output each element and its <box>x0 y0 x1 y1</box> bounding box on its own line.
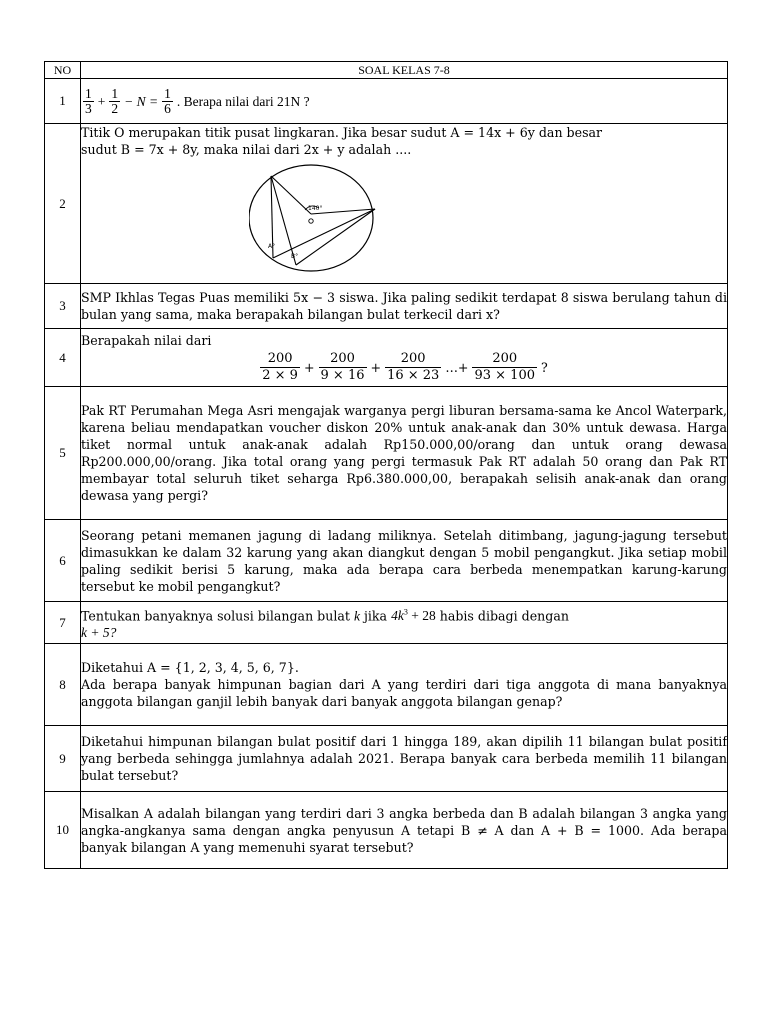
question-text <box>81 79 728 124</box>
question-row-1 <box>45 79 728 124</box>
fraction: $\frac{200}{16 \times 23}$ <box>387 350 440 383</box>
question-row-6 <box>45 520 728 602</box>
question-text <box>81 602 728 644</box>
question-line: Diketahui A = {1, 2, 3, 4, 5, 6, 7}. <box>81 660 299 675</box>
question-row-7 <box>45 602 728 644</box>
question-row-4 <box>45 329 728 387</box>
question-row-9 <box>45 726 728 792</box>
question-text: Misalkan A adalah bilangan yang terdiri dari 3 angka berbeda dan B adalah bilangan 3 angka yang angka-angkanya sama dengan angka penyusun A tetapi B ≠ A dan A + B = 1000. Ada berapa banyak bilangan A yang memenuhi syarat tersebut? <box>81 792 728 869</box>
fraction: $\frac{1}{6}$ <box>164 85 171 116</box>
question-text: Diketahui himpunan bilangan bulat positif dari 1 hingga 189, akan dipilih 11 bilangan bulat positif yang berbeda sehingga jumlahnya adalah 2021. Berapa banyak cara berbeda memilih 11 bilangan bulat tersebut? <box>81 726 728 792</box>
header-no: NO <box>45 62 81 79</box>
question-tail: . Berapa nilai dari 21N ? <box>176 93 310 109</box>
fraction: $\frac{200}{2 \times 9}$ <box>262 350 298 383</box>
question-text: Pak RT Perumahan Mega Asri mengajak warganya pergi liburan bersama-sama ke Ancol Waterpark, karena beliau mendapatkan voucher diskon 20% untuk anak-anak dan 30% untuk dewasa. Harga tiket normal untuk anak-anak adalah Rp150.000,00/orang dan untuk orang dewasa Rp200.000,00/orang. Jika total orang yang pergi termasuk Pak RT adalah 50 orang dan Pak RT membayar total seluruh tiket seharga Rp6.380.000,00, berapakah selisih anak-anak dan orang dewasa yang pergi? <box>81 387 728 520</box>
question-text <box>81 124 728 284</box>
fraction: $\frac{200}{93 \times 100}$ <box>474 350 535 383</box>
fraction: $\frac{1}{3}$ <box>85 85 92 116</box>
question-number: 6 <box>45 520 81 602</box>
circle-diagram <box>249 162 379 272</box>
question-text <box>81 329 728 387</box>
question-number: 5 <box>45 387 81 520</box>
question-mark: ? <box>540 359 548 375</box>
question-number: 9 <box>45 726 81 792</box>
fraction: $\frac{200}{9 \times 16}$ <box>320 350 365 383</box>
plus-sign: + <box>97 93 106 109</box>
question-number: 4 <box>45 329 81 387</box>
question-row-5 <box>45 387 728 520</box>
question-row-10 <box>45 792 728 869</box>
plus-sign: + <box>370 359 382 375</box>
expression: + 28 <box>411 608 436 624</box>
fraction-sum <box>81 351 727 384</box>
question-intro: Berapakah nilai dari <box>81 332 212 348</box>
exponent: 3 <box>403 607 408 617</box>
question-line: k + 5? <box>81 625 117 641</box>
question-table <box>44 61 728 869</box>
question-row-8 <box>45 644 728 726</box>
question-number: 7 <box>45 602 81 644</box>
question-part: habis dibagi dengan <box>439 608 569 624</box>
question-part: jika <box>363 608 388 624</box>
question-row-3 <box>45 284 728 329</box>
angle-label-140: 140° <box>308 205 323 212</box>
angle-label-a: A° <box>268 243 276 250</box>
plus-sign: + <box>303 359 315 375</box>
header-title: SOAL KELAS 7-8 <box>81 62 728 79</box>
question-paragraph: Ada berapa banyak himpunan bagian dari A yang terdiri dari tiga anggota di mana banyaknya anggota bilangan ganjil lebih banyak dari banyak anggota bilangan genap? <box>81 677 727 709</box>
question-number: 10 <box>45 792 81 869</box>
expression: 4k <box>391 608 404 624</box>
equation-part: − N = <box>124 93 159 109</box>
ellipsis-plus: …+ <box>445 359 469 375</box>
header-row <box>45 62 728 79</box>
variable-k: k <box>353 608 360 624</box>
question-line: sudut B = 7x + 8y, maka nilai dari 2x + y adalah .... <box>81 142 412 157</box>
question-text <box>81 644 728 726</box>
question-text: Seorang petani memanen jagung di ladang miliknya. Setelah ditimbang, jagung-jagung tersebut dimasukkan ke dalam 32 karung yang akan diangkut dengan 5 mobil pengangkut. Jika setiap mobil paling sedikit berisi 5 karung, maka ada berapa cara berbeda menempatkan karung-karung tersebut ke mobil pengangkut? <box>81 520 728 602</box>
question-text: SMP Ikhlas Tegas Puas memiliki 5x − 3 siswa. Jika paling sedikit terdapat 8 siswa berulang tahun di bulan yang sama, maka berapakah bilangan bulat terkecil dari x? <box>81 284 728 329</box>
question-row-2 <box>45 124 728 284</box>
question-part: Tentukan banyaknya solusi bilangan bulat <box>81 608 350 624</box>
question-number: 2 <box>45 124 81 284</box>
question-number: 8 <box>45 644 81 726</box>
question-line: Titik O merupakan titik pusat lingkaran. Jika besar sudut A = 14x + 6y dan besar <box>81 125 603 140</box>
angle-label-b: B° <box>291 253 299 260</box>
question-number: 3 <box>45 284 81 329</box>
fraction: $\frac{1}{2}$ <box>111 85 119 116</box>
question-number: 1 <box>45 79 81 124</box>
